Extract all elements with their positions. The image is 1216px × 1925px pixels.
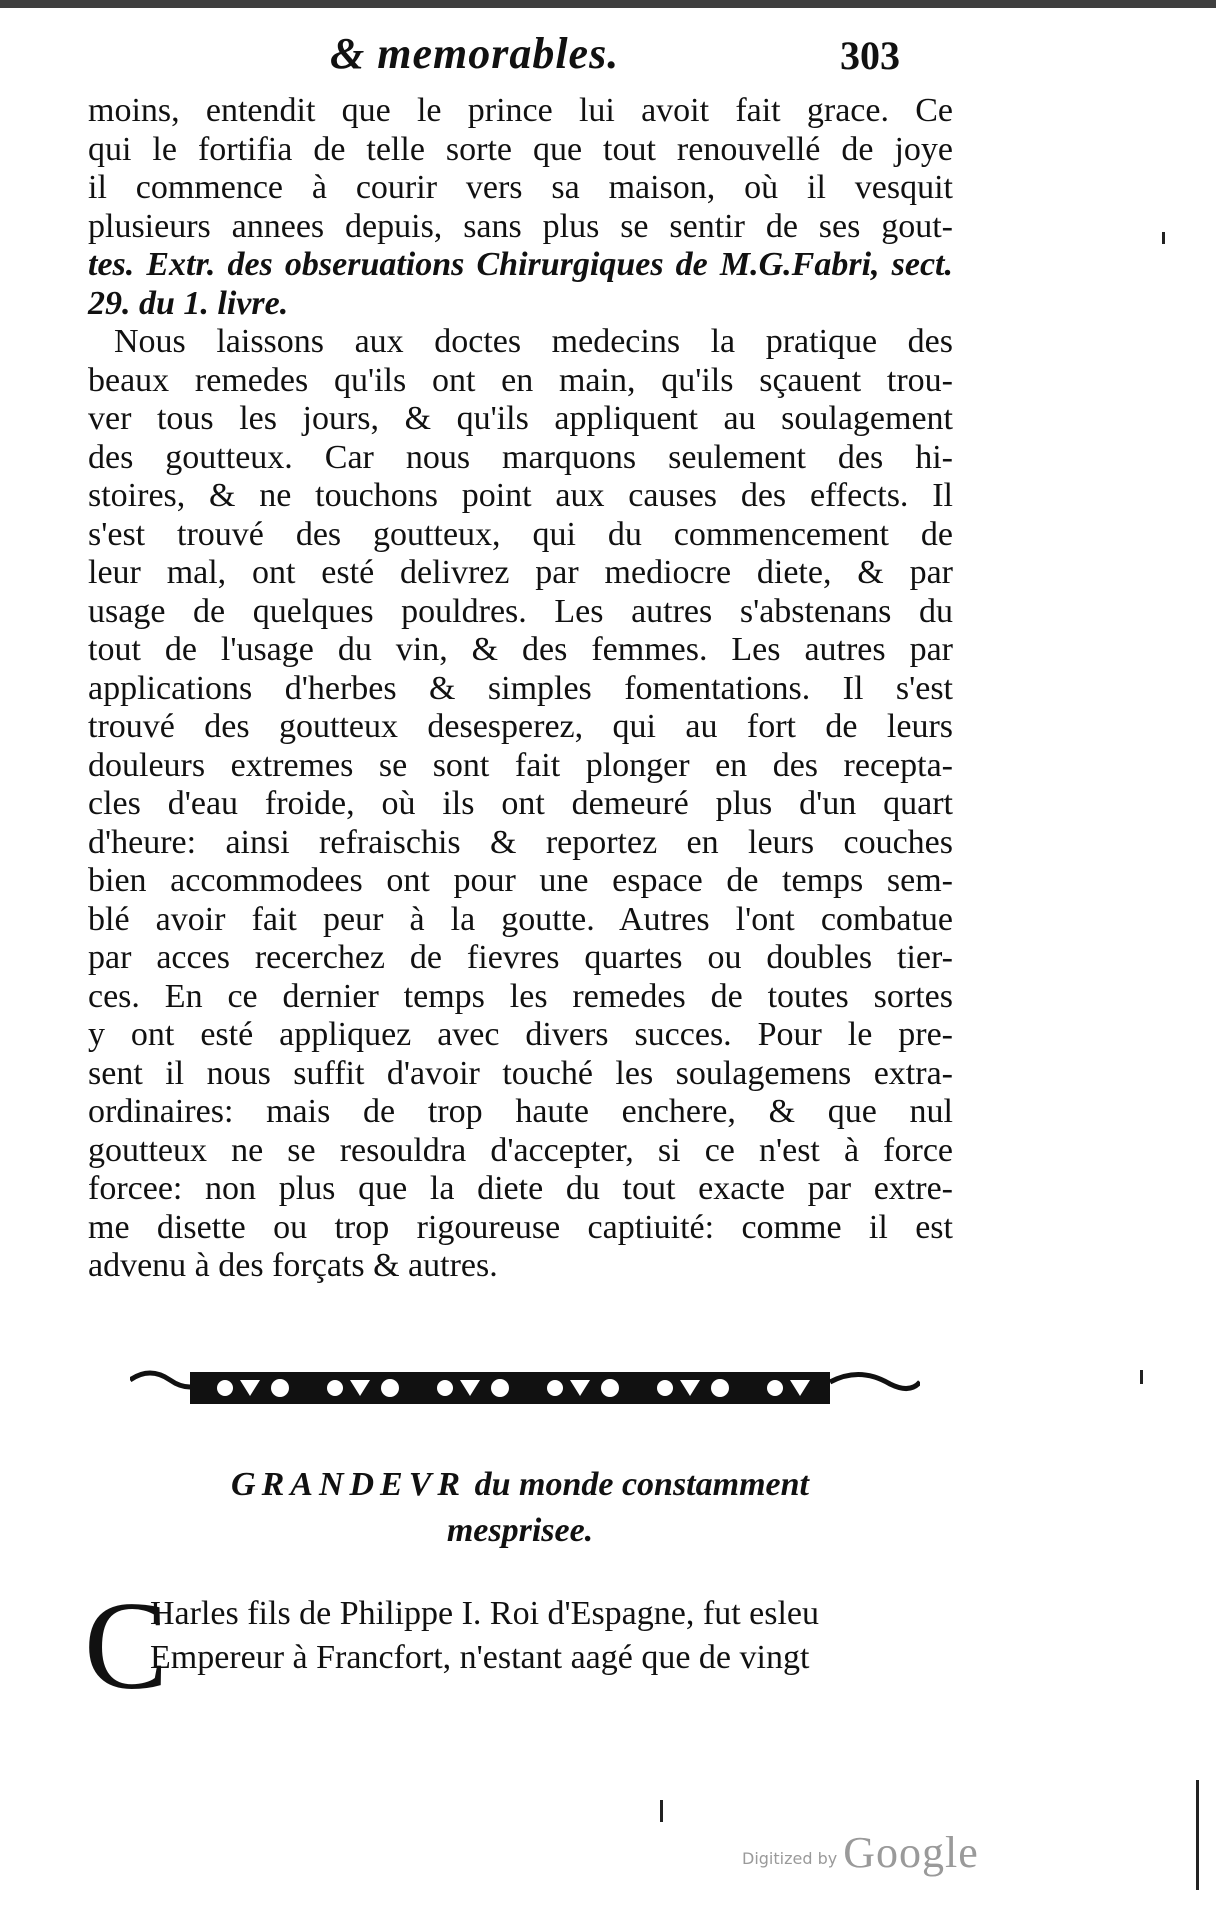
body-line: ces. En ce dernier temps les remedes de toutes sortes	[88, 977, 953, 1015]
page-number: 303	[840, 33, 900, 78]
heading-caps: GRANDEVR	[231, 1466, 467, 1503]
drop-cap: C	[84, 1577, 169, 1716]
body-line: tout de l'usage du vin, & des femmes. Les autres par	[88, 631, 953, 668]
heading-line-1	[160, 1462, 880, 1508]
body-line: blé avoir fait peur à la goutte. Autres l'ont combatue	[88, 900, 953, 938]
scan-mark	[1162, 232, 1165, 244]
body-line: bien accommodees ont pour une espace de temps sem-	[88, 862, 953, 899]
citation-line: tes. Extr. des obseruations Chirurgiques de M.G.Fabri, sect.	[88, 246, 953, 283]
body-line: ver tous les jours, & qu'ils appliquent au soulagement	[88, 400, 953, 437]
body-line: usage de quelques pouldres. Les autres s'abstenans du	[88, 592, 953, 630]
page-top-edge	[0, 0, 1216, 8]
running-title: & memorables.	[330, 29, 620, 78]
body-line: Nous laissons aux doctes medecins la pratique des	[114, 323, 953, 360]
ornament-scroll-end	[830, 1374, 920, 1388]
section-heading	[160, 1462, 880, 1554]
body-line: advenu à des forçats & autres.	[88, 1247, 498, 1284]
digitized-watermark	[742, 1818, 979, 1878]
final-line-1: Harles fils de Philippe I. Roi d'Espagne, fut esleu	[150, 1595, 819, 1632]
body-line: des goutteux. Car nous marquons seulement des hi-	[88, 438, 953, 476]
body-line: par acces recerchez de fievres quartes ou doubles tier-	[88, 939, 953, 976]
scan-mark	[1140, 1370, 1143, 1384]
body-line: goutteux ne se resouldra d'accepter, si ce n'est à force	[88, 1131, 953, 1169]
citation-line: 29. du 1. livre.	[88, 284, 289, 322]
body-line: cles d'eau froide, où ils ont demeuré plus d'un quart	[88, 785, 953, 822]
body-line: leur mal, ont esté delivrez par mediocre diete, & par	[88, 554, 953, 591]
body-line: moins, entendit que le prince lui avoit fait grace. Ce	[88, 92, 953, 129]
body-line: y ont esté appliquez avec divers succes. Pour le pre-	[88, 1016, 953, 1053]
body-text	[88, 92, 953, 1286]
body-line: beaux remedes qu'ils ont en main, qu'ils sçauent trou-	[88, 361, 953, 399]
body-line: sent il nous suffit d'avoir touché les soulagemens extra-	[88, 1054, 953, 1092]
body-line: il commence à courir vers sa maison, où il vesquit	[88, 169, 953, 206]
body-line: plusieurs annees depuis, sans plus se sentir de ses gout-	[88, 207, 953, 245]
body-line: douleurs extremes se sont fait plonger en des recepta-	[88, 746, 953, 784]
body-line: s'est trouvé des goutteux, qui du commencement de	[88, 515, 953, 553]
heading-line-2: mesprisee.	[446, 1512, 594, 1549]
google-logo: Google	[843, 1828, 979, 1877]
body-line: ordinaires: mais de trop haute enchere, & que nul	[88, 1093, 953, 1130]
final-paragraph	[150, 1592, 950, 1680]
body-line: applications d'herbes & simples fomentations. Il s'est	[88, 669, 953, 707]
ornamental-band	[130, 1358, 920, 1418]
running-head	[0, 22, 1216, 92]
scan-mark	[1196, 1780, 1199, 1890]
body-line: d'heure: ainsi refraischis & reportez en leurs couches	[88, 823, 953, 861]
body-line: me disette ou trop rigoureuse captiuité: comme il est	[88, 1208, 953, 1246]
body-line: qui le fortifia de telle sorte que tout renouvellé de joye	[88, 130, 953, 168]
watermark-prefix: Digitized by	[742, 1849, 838, 1868]
body-line: stoires, & ne touchons point aux causes des effects. Il	[88, 477, 953, 514]
final-line-2: Empereur à Francfort, n'estant aagé que de vingt	[150, 1639, 810, 1676]
body-line: trouvé des goutteux desesperez, qui au fort de leurs	[88, 708, 953, 745]
scan-mark	[660, 1800, 663, 1822]
body-line: forcee: non plus que la diete du tout exacte par extre-	[88, 1170, 953, 1207]
heading-rest: du monde constamment	[474, 1466, 809, 1503]
